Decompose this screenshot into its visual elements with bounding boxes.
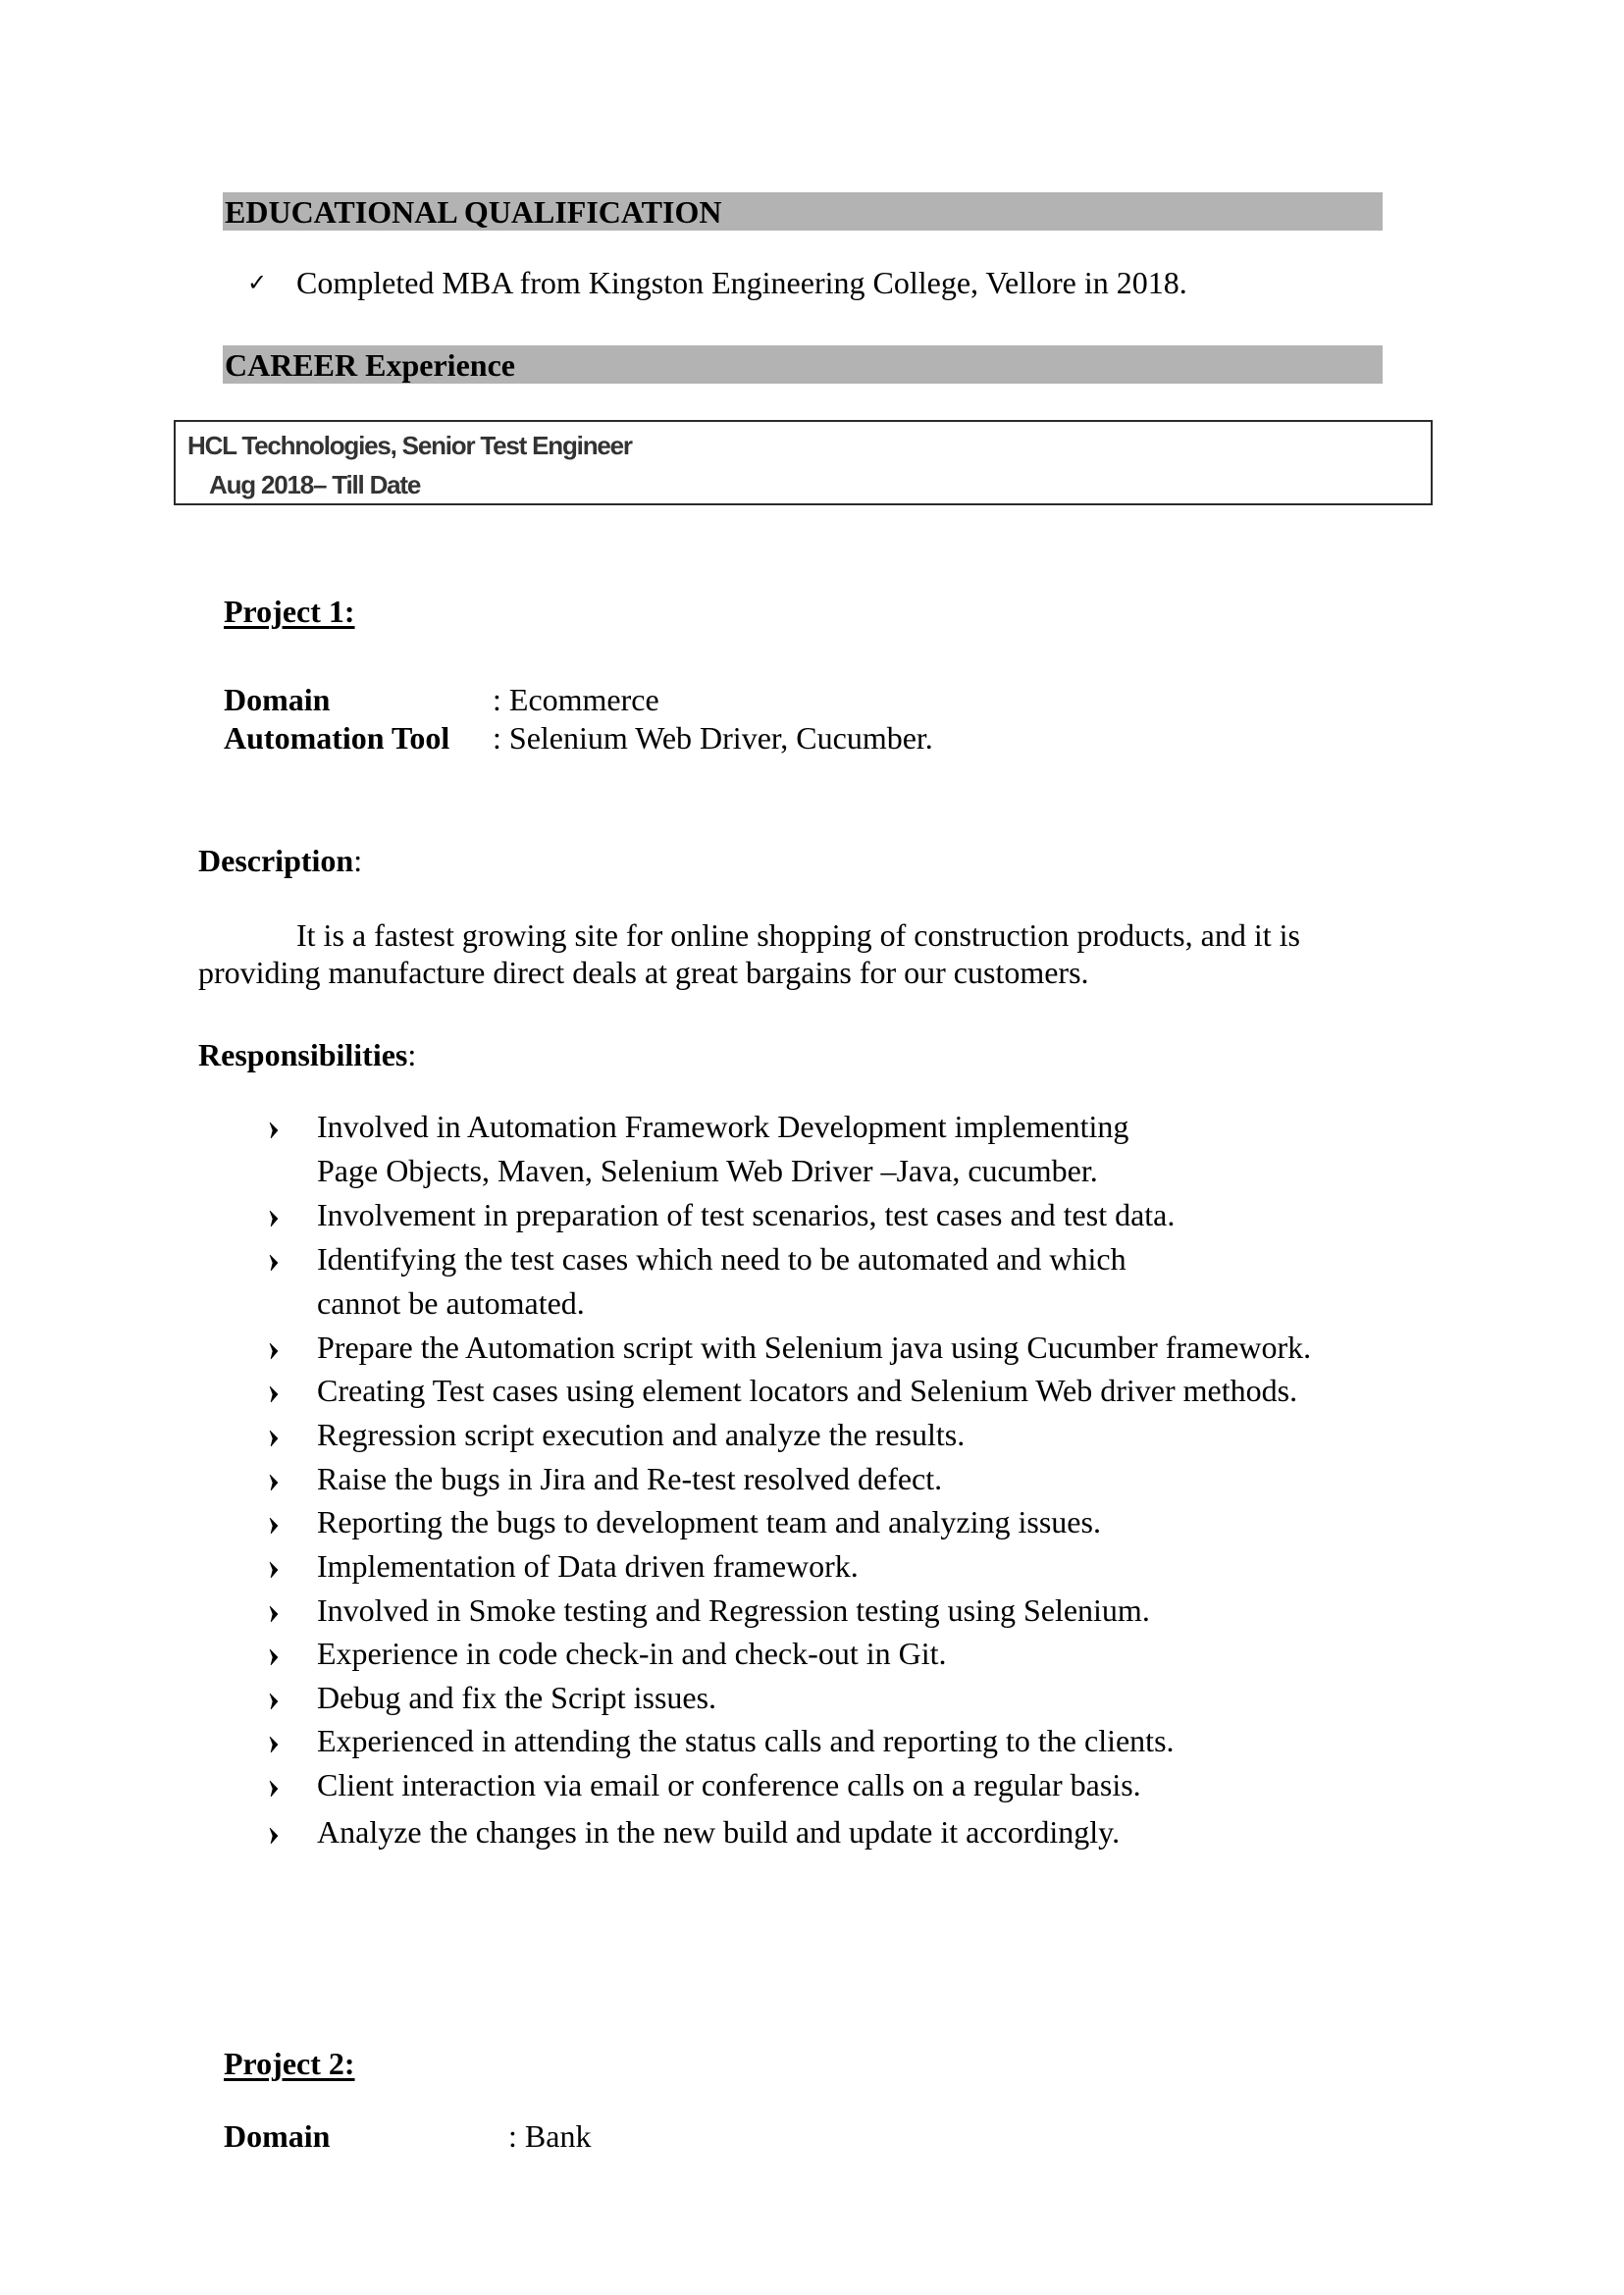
arrowhead-bullet-icon [268, 1210, 280, 1227]
arrowhead-bullet-icon [268, 1648, 280, 1666]
responsibility-item-15: Analyze the changes in the new build and update it accordingly. [317, 1814, 1121, 1850]
responsibility-item-6: Regression script execution and analyze the results. [317, 1417, 966, 1452]
responsibility-item-1-line-1: Involved in Automation Framework Development implementing [317, 1109, 1129, 1144]
responsibility-item-3-line-1: Identifying the test cases which need to be automated and which [317, 1241, 1126, 1277]
arrowhead-bullet-icon [268, 1430, 280, 1447]
responsibility-item-8: Reporting the bugs to development team and analyzing issues. [317, 1504, 1101, 1539]
project-1-title: Project 1: [224, 594, 355, 629]
arrowhead-bullet-icon [268, 1517, 280, 1535]
career-heading: CAREER Experience [225, 347, 515, 383]
job-summary-box [174, 420, 1433, 505]
career-section-header [223, 345, 1383, 384]
responsibilities-heading [198, 1039, 416, 1070]
education-section-header [223, 192, 1383, 231]
responsibility-item-14: Client interaction via email or conference calls on a regular basis. [317, 1767, 1141, 1802]
description-label: Description [198, 843, 354, 878]
arrowhead-bullet-icon [268, 1780, 280, 1798]
arrowhead-bullet-icon [268, 1385, 280, 1403]
arrowhead-bullet-icon [268, 1561, 280, 1579]
responsibility-item-3-line-2: cannot be automated. [317, 1285, 585, 1321]
arrowhead-bullet-icon [268, 1474, 280, 1491]
responsibility-item-5: Creating Test cases using element locators and Selenium Web driver methods. [317, 1373, 1298, 1408]
arrowhead-bullet-icon [268, 1605, 280, 1623]
job-title: HCL Technologies, Senior Test Engineer [187, 431, 632, 460]
project-2-domain-value: : Bank [508, 2118, 592, 2154]
responsibility-item-1-line-2: Page Objects, Maven, Selenium Web Driver –Java, cucumber. [317, 1153, 1098, 1188]
responsibility-item-12: Debug and fix the Script issues. [317, 1680, 717, 1715]
responsibility-item-11: Experience in code check-in and check-out in Git. [317, 1636, 947, 1671]
responsibility-item-13: Experienced in attending the status calls and reporting to the clients. [317, 1723, 1175, 1758]
responsibility-item-4: Prepare the Automation script with Selenium java using Cucumber framework. [317, 1330, 1312, 1365]
project-1-tool-value: : Selenium Web Driver, Cucumber. [493, 720, 933, 756]
arrowhead-bullet-icon [268, 1342, 280, 1360]
responsibility-item-2: Involvement in preparation of test scenarios, test cases and test data. [317, 1197, 1176, 1232]
project-2-domain-label: Domain [224, 2118, 331, 2154]
description-heading [198, 845, 362, 876]
project-2-title: Project 2: [224, 2046, 355, 2081]
arrowhead-bullet-icon [268, 1736, 280, 1753]
responsibilities-colon: : [407, 1037, 417, 1072]
responsibilities-label: Responsibilities [198, 1037, 408, 1072]
responsibility-item-10: Involved in Smoke testing and Regression testing using Selenium. [317, 1592, 1150, 1628]
arrowhead-bullet-icon [268, 1254, 280, 1272]
project-1-tool-label: Automation Tool [224, 720, 450, 756]
description-line-2: providing manufacture direct deals at great bargains for our customers. [198, 955, 1089, 990]
description-line-1: It is a fastest growing site for online shopping of construction products, and it is [296, 917, 1300, 953]
arrowhead-bullet-icon [268, 1827, 280, 1845]
project-1-domain-value: : Ecommerce [493, 682, 659, 717]
arrowhead-bullet-icon [268, 1693, 280, 1710]
description-colon: : [353, 843, 363, 878]
responsibility-item-7: Raise the bugs in Jira and Re-test resolved defect. [317, 1461, 943, 1496]
job-period: Aug 2018– Till Date [209, 470, 421, 499]
responsibility-item-9: Implementation of Data driven framework. [317, 1548, 859, 1584]
education-heading: EDUCATIONAL QUALIFICATION [225, 194, 722, 230]
check-icon: ✓ [247, 269, 268, 296]
arrowhead-bullet-icon [268, 1121, 280, 1139]
project-1-domain-label: Domain [224, 682, 331, 717]
education-item-text: Completed MBA from Kingston Engineering College, Vellore in 2018. [296, 265, 1187, 300]
